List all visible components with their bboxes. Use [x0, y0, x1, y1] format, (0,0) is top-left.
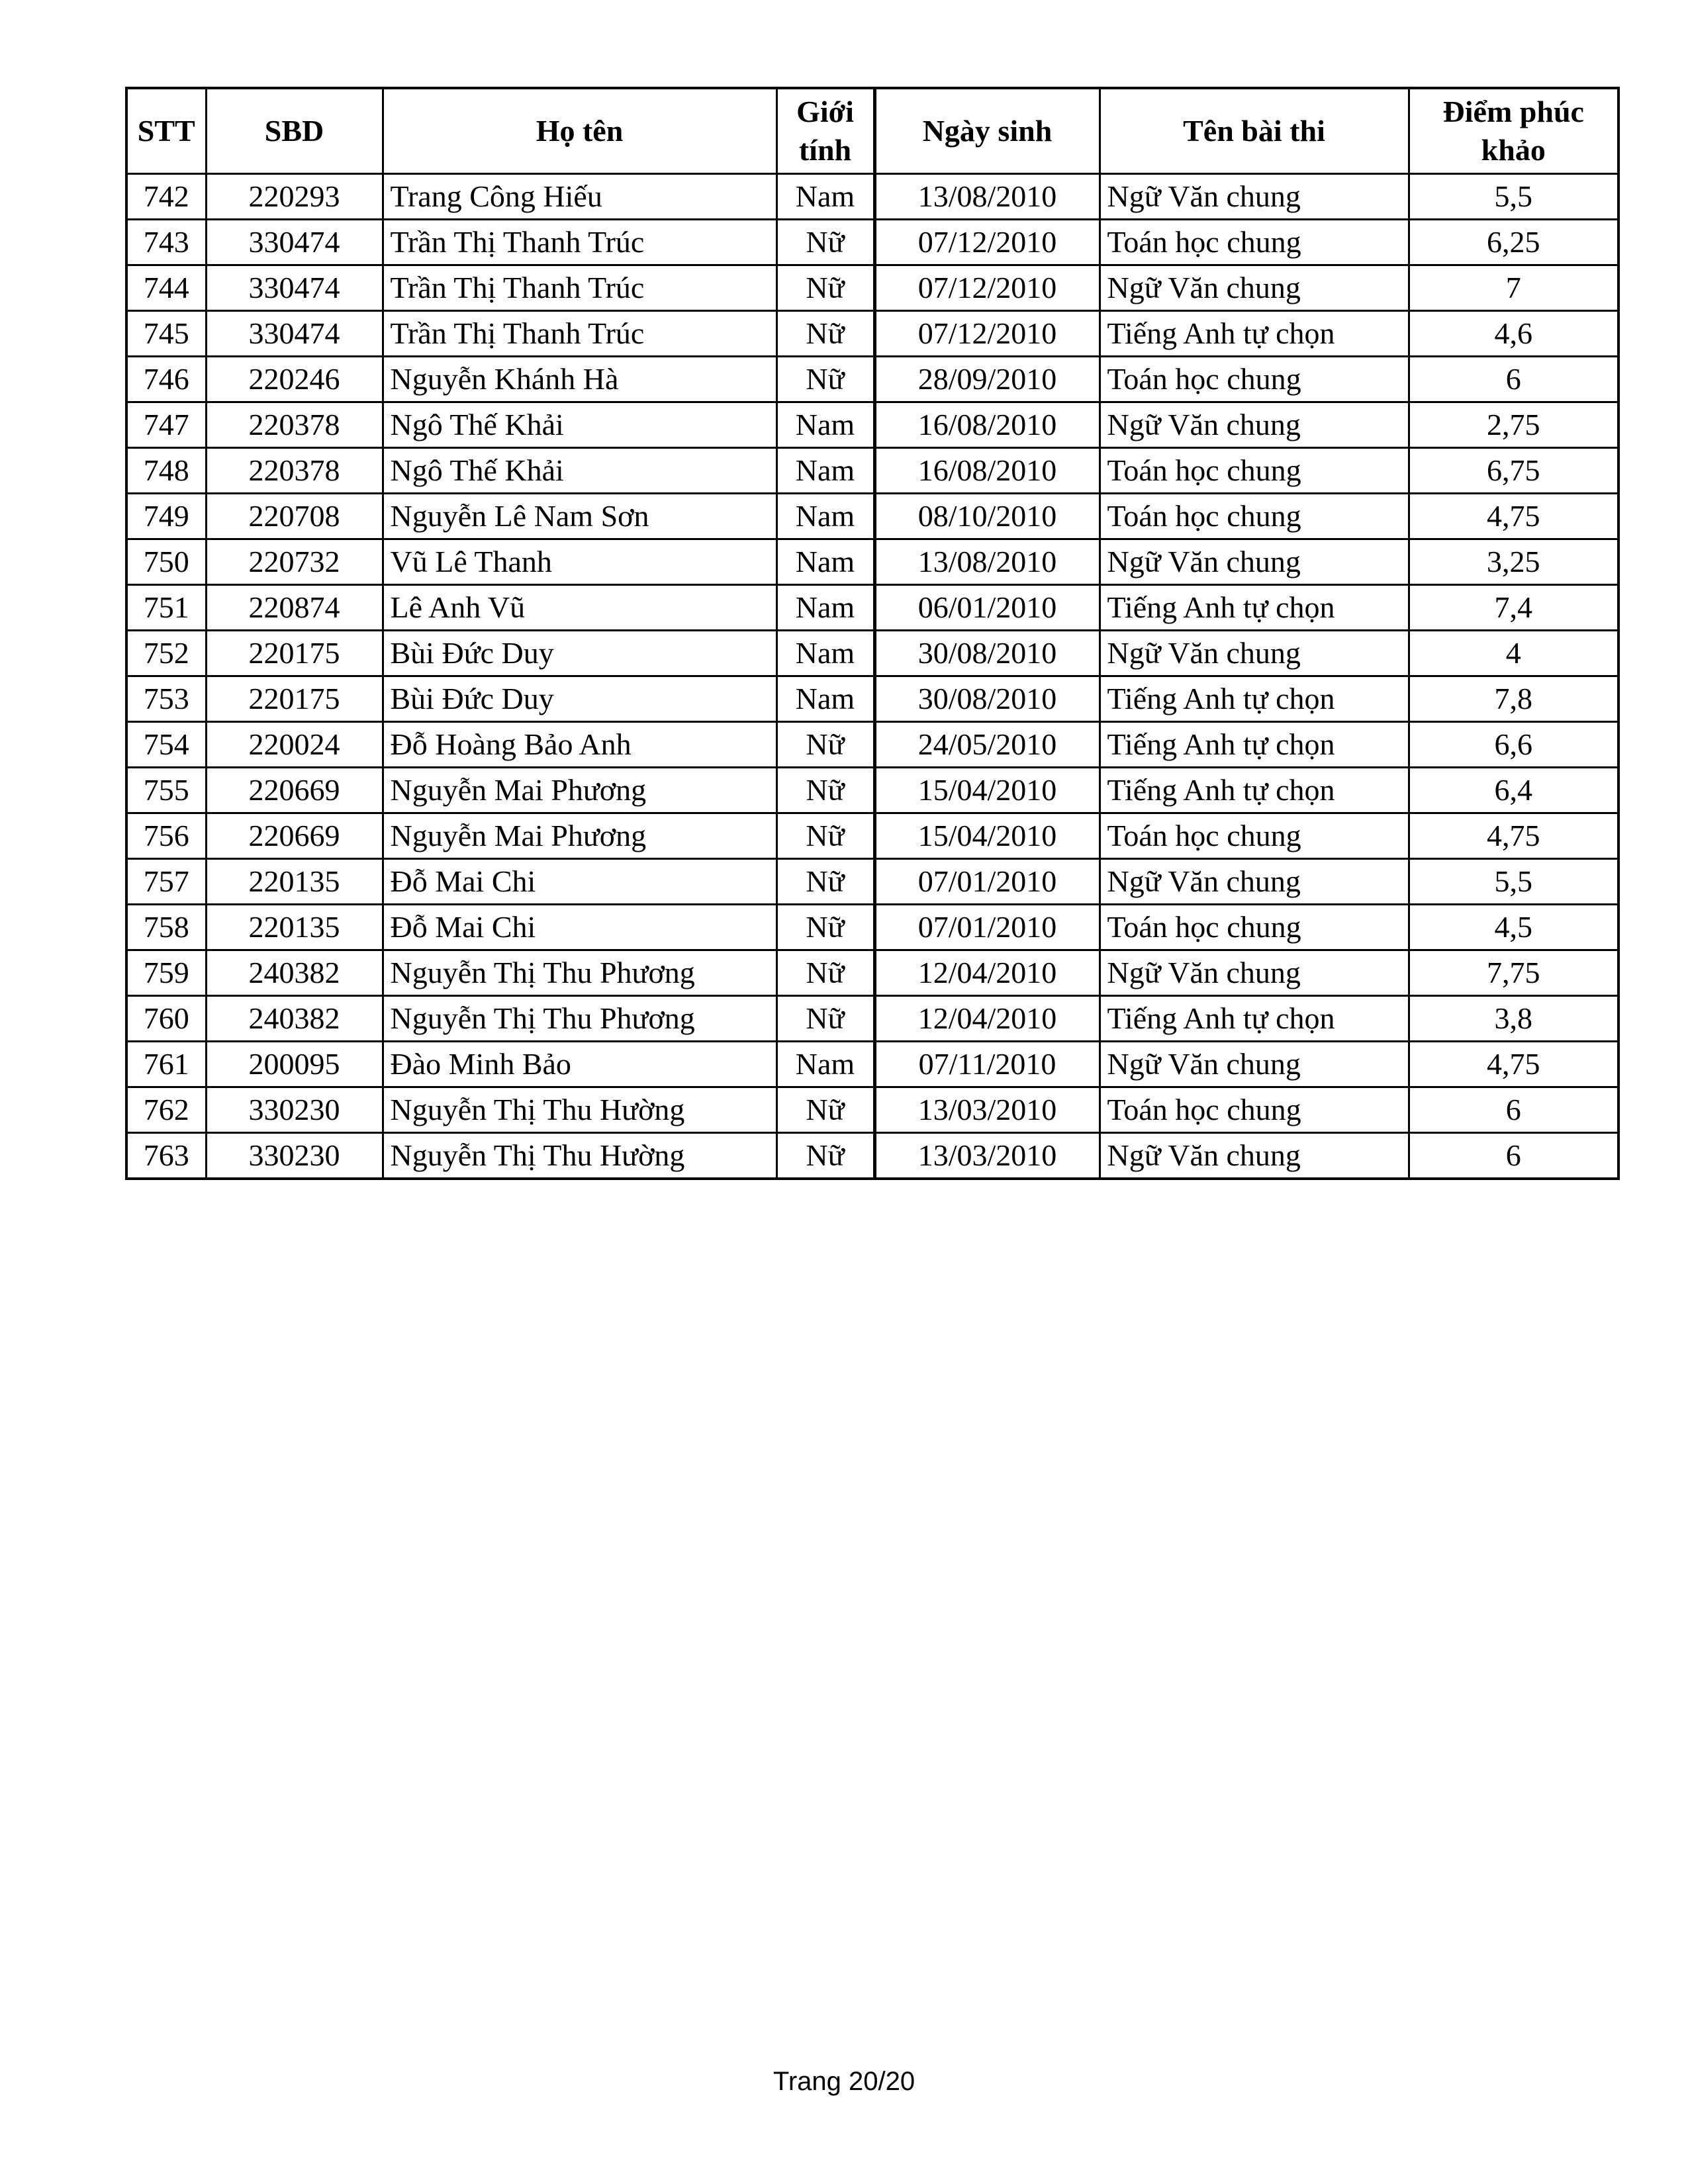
cell-dob: 07/01/2010: [874, 859, 1100, 905]
cell-gender: Nữ: [776, 1133, 874, 1179]
cell-stt: 749: [126, 494, 206, 539]
cell-exam: Toán học chung: [1100, 220, 1409, 265]
cell-dob: 16/08/2010: [874, 402, 1100, 448]
cell-exam: Toán học chung: [1100, 448, 1409, 494]
cell-sbd: 330474: [206, 220, 383, 265]
header-stt: STT: [126, 88, 206, 174]
cell-exam: Ngữ Văn chung: [1100, 174, 1409, 220]
table-row: [126, 813, 1618, 859]
cell-stt: 752: [126, 631, 206, 676]
cell-name: Ngô Thế Khải: [383, 448, 776, 494]
cell-name: Lê Anh Vũ: [383, 585, 776, 631]
cell-dob: 30/08/2010: [874, 631, 1100, 676]
cell-stt: 742: [126, 174, 206, 220]
cell-stt: 751: [126, 585, 206, 631]
table-row: [126, 357, 1618, 402]
cell-name: Nguyễn Thị Thu Phương: [383, 950, 776, 996]
cell-gender: Nữ: [776, 813, 874, 859]
cell-gender: Nữ: [776, 220, 874, 265]
cell-sbd: 220293: [206, 174, 383, 220]
cell-score: 6,75: [1409, 448, 1618, 494]
cell-dob: 07/12/2010: [874, 220, 1100, 265]
cell-sbd: 240382: [206, 996, 383, 1042]
cell-sbd: 330474: [206, 265, 383, 311]
cell-sbd: 220669: [206, 813, 383, 859]
cell-dob: 07/12/2010: [874, 311, 1100, 357]
cell-gender: Nữ: [776, 905, 874, 950]
cell-exam: Toán học chung: [1100, 494, 1409, 539]
cell-exam: Ngữ Văn chung: [1100, 1133, 1409, 1179]
table-row: [126, 859, 1618, 905]
cell-exam: Ngữ Văn chung: [1100, 265, 1409, 311]
cell-name: Trần Thị Thanh Trúc: [383, 311, 776, 357]
cell-name: Nguyễn Mai Phương: [383, 768, 776, 813]
page-number: Trang 20/20: [773, 2067, 915, 2096]
cell-sbd: 220175: [206, 676, 383, 722]
cell-score: 7,8: [1409, 676, 1618, 722]
cell-sbd: 220708: [206, 494, 383, 539]
cell-name: Đào Minh Bảo: [383, 1042, 776, 1087]
cell-gender: Nữ: [776, 265, 874, 311]
cell-exam: Tiếng Anh tự chọn: [1100, 996, 1409, 1042]
cell-exam: Tiếng Anh tự chọn: [1100, 722, 1409, 768]
cell-score: 4: [1409, 631, 1618, 676]
cell-sbd: 220246: [206, 357, 383, 402]
cell-name: Nguyễn Thị Thu Phương: [383, 996, 776, 1042]
cell-score: 7,4: [1409, 585, 1618, 631]
cell-dob: 13/03/2010: [874, 1133, 1100, 1179]
cell-sbd: 220024: [206, 722, 383, 768]
cell-gender: Nữ: [776, 996, 874, 1042]
cell-name: Nguyễn Thị Thu Hường: [383, 1087, 776, 1133]
cell-stt: 757: [126, 859, 206, 905]
header-exam: Tên bài thi: [1100, 88, 1409, 174]
table-row: [126, 585, 1618, 631]
cell-exam: Ngữ Văn chung: [1100, 402, 1409, 448]
cell-exam: Toán học chung: [1100, 357, 1409, 402]
cell-sbd: 330230: [206, 1133, 383, 1179]
cell-sbd: 330474: [206, 311, 383, 357]
cell-dob: 13/08/2010: [874, 174, 1100, 220]
cell-dob: 08/10/2010: [874, 494, 1100, 539]
table-row: [126, 905, 1618, 950]
cell-exam: Ngữ Văn chung: [1100, 950, 1409, 996]
cell-exam: Tiếng Anh tự chọn: [1100, 585, 1409, 631]
cell-exam: Toán học chung: [1100, 1087, 1409, 1133]
cell-score: 3,8: [1409, 996, 1618, 1042]
cell-gender: Nữ: [776, 311, 874, 357]
cell-stt: 755: [126, 768, 206, 813]
cell-score: 5,5: [1409, 859, 1618, 905]
cell-sbd: 330230: [206, 1087, 383, 1133]
cell-score: 4,75: [1409, 1042, 1618, 1087]
cell-dob: 15/04/2010: [874, 813, 1100, 859]
cell-gender: Nam: [776, 631, 874, 676]
cell-score: 4,75: [1409, 813, 1618, 859]
cell-stt: 763: [126, 1133, 206, 1179]
cell-sbd: 220669: [206, 768, 383, 813]
cell-stt: 745: [126, 311, 206, 357]
table-row: [126, 402, 1618, 448]
header-dob: Ngày sinh: [874, 88, 1100, 174]
cell-score: 2,75: [1409, 402, 1618, 448]
cell-exam: Tiếng Anh tự chọn: [1100, 768, 1409, 813]
cell-name: Trang Công Hiếu: [383, 174, 776, 220]
cell-gender: Nam: [776, 448, 874, 494]
cell-gender: Nữ: [776, 357, 874, 402]
table-row: [126, 950, 1618, 996]
table-row: [126, 631, 1618, 676]
table-row: [126, 676, 1618, 722]
table-row: [126, 1133, 1618, 1179]
header-score: Điểm phúc khảo: [1409, 88, 1618, 174]
table-row: [126, 722, 1618, 768]
cell-stt: 747: [126, 402, 206, 448]
cell-sbd: 220378: [206, 402, 383, 448]
cell-stt: 748: [126, 448, 206, 494]
cell-sbd: 220378: [206, 448, 383, 494]
table-body: [126, 174, 1618, 1179]
cell-stt: 760: [126, 996, 206, 1042]
cell-exam: Ngữ Văn chung: [1100, 631, 1409, 676]
cell-name: Trần Thị Thanh Trúc: [383, 220, 776, 265]
cell-dob: 07/12/2010: [874, 265, 1100, 311]
cell-gender: Nữ: [776, 768, 874, 813]
cell-stt: 759: [126, 950, 206, 996]
cell-stt: 744: [126, 265, 206, 311]
header-row: [126, 88, 1618, 174]
cell-score: 6,25: [1409, 220, 1618, 265]
cell-exam: Toán học chung: [1100, 813, 1409, 859]
cell-stt: 761: [126, 1042, 206, 1087]
cell-score: 4,6: [1409, 311, 1618, 357]
cell-score: 5,5: [1409, 174, 1618, 220]
cell-name: Vũ Lê Thanh: [383, 539, 776, 585]
header-name: Họ tên: [383, 88, 776, 174]
cell-gender: Nữ: [776, 1087, 874, 1133]
table-row: [126, 220, 1618, 265]
cell-sbd: 220135: [206, 905, 383, 950]
cell-score: 7,75: [1409, 950, 1618, 996]
table-row: [126, 1087, 1618, 1133]
table-row: [126, 996, 1618, 1042]
cell-dob: 07/01/2010: [874, 905, 1100, 950]
cell-dob: 15/04/2010: [874, 768, 1100, 813]
cell-sbd: 220732: [206, 539, 383, 585]
cell-name: Nguyễn Khánh Hà: [383, 357, 776, 402]
cell-gender: Nam: [776, 1042, 874, 1087]
cell-sbd: 240382: [206, 950, 383, 996]
cell-name: Trần Thị Thanh Trúc: [383, 265, 776, 311]
cell-score: 6,6: [1409, 722, 1618, 768]
cell-score: 4,75: [1409, 494, 1618, 539]
table-row: [126, 265, 1618, 311]
cell-name: Đỗ Mai Chi: [383, 905, 776, 950]
cell-dob: 12/04/2010: [874, 996, 1100, 1042]
table-row: [126, 494, 1618, 539]
cell-score: 6: [1409, 1133, 1618, 1179]
cell-exam: Ngữ Văn chung: [1100, 859, 1409, 905]
cell-dob: 06/01/2010: [874, 585, 1100, 631]
cell-score: 4,5: [1409, 905, 1618, 950]
cell-gender: Nam: [776, 174, 874, 220]
cell-dob: 13/03/2010: [874, 1087, 1100, 1133]
cell-dob: 16/08/2010: [874, 448, 1100, 494]
cell-stt: 746: [126, 357, 206, 402]
cell-score: 3,25: [1409, 539, 1618, 585]
cell-stt: 762: [126, 1087, 206, 1133]
results-table: [125, 87, 1620, 1180]
cell-name: Nguyễn Lê Nam Sơn: [383, 494, 776, 539]
cell-name: Đỗ Hoàng Bảo Anh: [383, 722, 776, 768]
cell-exam: Tiếng Anh tự chọn: [1100, 676, 1409, 722]
cell-score: 7: [1409, 265, 1618, 311]
cell-gender: Nữ: [776, 859, 874, 905]
cell-sbd: 200095: [206, 1042, 383, 1087]
cell-score: 6,4: [1409, 768, 1618, 813]
cell-dob: 30/08/2010: [874, 676, 1100, 722]
cell-name: Nguyễn Mai Phương: [383, 813, 776, 859]
cell-exam: Ngữ Văn chung: [1100, 1042, 1409, 1087]
cell-stt: 753: [126, 676, 206, 722]
table-row: [126, 768, 1618, 813]
cell-exam: Toán học chung: [1100, 905, 1409, 950]
cell-exam: Ngữ Văn chung: [1100, 539, 1409, 585]
cell-stt: 743: [126, 220, 206, 265]
cell-gender: Nam: [776, 676, 874, 722]
table-row: [126, 174, 1618, 220]
cell-gender: Nữ: [776, 722, 874, 768]
table-row: [126, 1042, 1618, 1087]
cell-name: Đỗ Mai Chi: [383, 859, 776, 905]
cell-stt: 758: [126, 905, 206, 950]
cell-name: Ngô Thế Khải: [383, 402, 776, 448]
cell-name: Bùi Đức Duy: [383, 676, 776, 722]
table-row: [126, 539, 1618, 585]
table-row: [126, 311, 1618, 357]
cell-stt: 756: [126, 813, 206, 859]
cell-sbd: 220874: [206, 585, 383, 631]
cell-gender: Nữ: [776, 950, 874, 996]
cell-name: Bùi Đức Duy: [383, 631, 776, 676]
cell-gender: Nam: [776, 494, 874, 539]
cell-sbd: 220175: [206, 631, 383, 676]
cell-score: 6: [1409, 1087, 1618, 1133]
header-sbd: SBD: [206, 88, 383, 174]
cell-dob: 13/08/2010: [874, 539, 1100, 585]
cell-dob: 28/09/2010: [874, 357, 1100, 402]
cell-stt: 750: [126, 539, 206, 585]
cell-gender: Nam: [776, 402, 874, 448]
cell-sbd: 220135: [206, 859, 383, 905]
table-row: [126, 448, 1618, 494]
cell-dob: 12/04/2010: [874, 950, 1100, 996]
cell-gender: Nam: [776, 539, 874, 585]
cell-gender: Nam: [776, 585, 874, 631]
cell-score: 6: [1409, 357, 1618, 402]
header-gender: Giới tính: [776, 88, 874, 174]
cell-dob: 24/05/2010: [874, 722, 1100, 768]
cell-dob: 07/11/2010: [874, 1042, 1100, 1087]
cell-exam: Tiếng Anh tự chọn: [1100, 311, 1409, 357]
cell-stt: 754: [126, 722, 206, 768]
cell-name: Nguyễn Thị Thu Hường: [383, 1133, 776, 1179]
